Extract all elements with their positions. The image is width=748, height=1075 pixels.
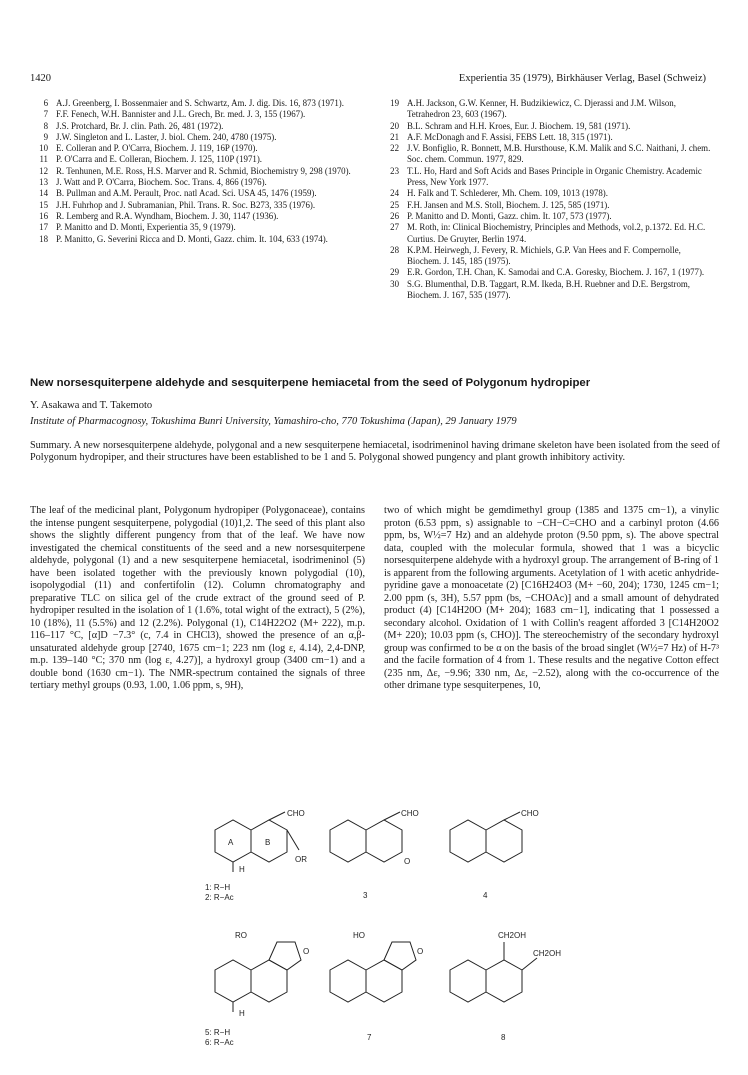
reference-number: 29: [390, 267, 399, 278]
structure-8: [450, 931, 561, 1042]
reference-text: S.G. Blumenthal, D.B. Taggart, R.M. Ikeda, B.H. Ruebner and D.E. Bergstrom, Biochem. J. 167, 535 (1977).: [407, 278, 691, 301]
reference-item: [30, 166, 364, 177]
reference-text: P. O'Carra and E. Colleran, Biochem. J. 125, 110P (1971).: [56, 154, 263, 165]
reference-text: J.W. Singleton and L. Laster, J. biol. Chem. 240, 4780 (1975).: [56, 131, 277, 142]
reference-number: 23: [390, 165, 399, 176]
article-title: New norsesquiterpene aldehyde and sesquiterpene hemiacetal from the seed of Polygonum hydropiper: [30, 377, 591, 389]
chemical-structures-figure: [195, 810, 575, 1060]
reference-text: B.L. Schram and H.H. Kroes, Eur. J. Biochem. 19, 581 (1971).: [407, 120, 631, 131]
reference-number: 14: [39, 188, 48, 199]
body-text-right-column: two of which might be gemdimethyl group (1385 and 1375 cm−1), a vinylic proton (6.53 ppm, s) assignable to −CH−C=CHO and a carbinyl proton (4.66 ppm, bs, W½=7 Hz) and an aldehyde proton (9.50 ppm, s). The above spectral data, coupled with the molecular formula, showed that 1 was a bicyclic norsesquiterpene aldehyde with a hydroxyl group. The arrangement of B-ring of 1 is apparent from the following arguments. Acetylation of 1 with acetic anhydride-pyridine gave a monoacetate (2) [C16H24O3 (M+ −60, 204); 1730, 1245 cm−1; 2.00 ppm (s, 3H), 5.57 ppm (bs, −CHOAc)] and a small amount of dehydrated product (4) [C14H20O (M+ 204); 1683 cm−1], indicating that 1 possessed a secondary alcohol. Oxidation of 1 with Collin's reagent afforded 3 [C14H20O2 (M+ 220); 10.03 ppm (s, CHO)]. The stereochemistry of the secondary hydroxyl group was confirmed to be α on the basis of the broad singlet (W½=7 Hz) of H-7³ and the facile formation of 4 from 1. These results and the negative Cotton effect (235 nm, Δε, −9.96; 330 nm, Δε, −2.52), along with the co-occurrence of the other drimane type sesquiterpenes, 10,: [384, 505, 719, 691]
reference-number: 17: [39, 222, 48, 233]
h-label: H: [239, 1009, 245, 1018]
article-authors: Y. Asakawa and T. Takemoto: [30, 400, 153, 411]
references-left-column: [30, 98, 364, 245]
reference-text: J.H. Fuhrhop and J. Subramanian, Phil. Trans. R. Soc. B273, 335 (1976).: [56, 199, 316, 210]
journal-header: Experientia 35 (1979), Birkhäuser Verlag, Basel (Schweiz): [458, 73, 706, 84]
reference-item: [381, 98, 715, 121]
reference-text: R. Lemberg and R.A. Wyndham, Biochem. J. 30, 1147 (1936).: [56, 210, 279, 221]
caption-1: 1: R−H: [205, 883, 231, 892]
reference-item: [30, 98, 364, 109]
reference-item: [30, 211, 364, 222]
h-label: H: [239, 865, 245, 874]
reference-number: 16: [39, 210, 48, 221]
reference-number: 22: [390, 143, 399, 154]
reference-item: [30, 154, 364, 165]
reference-item: [30, 200, 364, 211]
caption-7: 7: [367, 1033, 372, 1042]
reference-item: [381, 267, 715, 278]
reference-number: 13: [39, 177, 48, 188]
caption-8: 8: [501, 1033, 506, 1042]
reference-number: 21: [390, 131, 399, 142]
reference-text: K.P.M. Heirwegh, J. Fevery, R. Michiels, G.P. Van Hees and F. Compernolle, Biochem. J. 145, 185 (1975).: [407, 244, 681, 267]
caption-4: 4: [483, 891, 488, 900]
reference-item: [30, 234, 364, 245]
reference-number: 18: [39, 233, 48, 244]
body-text-left-column: The leaf of the medicinal plant, Polygonum hydropiper (Polygonaceae), contains the intense pungent sesquiterpene, polygodial (10)1,2. The seed of this plant also shows the slightly different pungency from that of the leaf. We have now investigated the chemical constituents of the seed and a new norsesquiterpene aldehyde, polygonal (1) and a new sesquiterpene hemiacetal, isodrimeninol (5) have been isolated together with the previously known polygodial (10), isopolygodial (11) and confertifolin (12). Column chromatography and preparative TLC on silica gel of the crude extract of the ground seed of P. hydropiper resulted in the isolation of 1 (1.6%, total wight of the extract), 5 (2%), 10 (18%), 11 (5.5%) and 12 (2.2%). Polygonal (1), C14H22O2 (M+ 222), m.p. 116–117 °C, [α]D −7.3° (c, 7.4 in CHCl3), showed the presence of an α,β-unsaturated aldehyde group [2740, 1675 cm−1; 223 nm (log ε, 4.14), 2,4-DNP, m.p. 139–140 °C; 370 nm (log ε, 4.27)], a hydroxyl group (3400 cm−1) and a double bond (1630 cm−1). The NMR-spectrum contained the signals of three tertiary methyl groups (0.93, 1.00, 1.06 ppm, s, 9H),: [30, 505, 365, 691]
reference-item: [381, 132, 715, 143]
reference-text: J.V. Bonfiglio, R. Bonnett, M.B. Hursthouse, K.M. Malik and S.C. Naithani, J. chem. Soc. chem. Commun. 1977, 829.: [407, 143, 711, 165]
reference-item: [30, 188, 364, 199]
reference-text: A.J. Greenberg, I. Bossenmaier and S. Schwartz, Am. J. dig. Dis. 16, 873 (1971).: [56, 98, 344, 108]
page-number: 1420: [30, 73, 51, 84]
structures-svg: [195, 810, 575, 1060]
reference-number: 19: [390, 98, 399, 108]
reference-number: 7: [43, 109, 48, 120]
reference-number: 11: [39, 154, 48, 165]
ro-label: RO: [235, 931, 247, 940]
reference-text: P. Manitto, G. Severini Ricca and D. Monti, Gazz. chim. It. 104, 633 (1974).: [56, 233, 328, 244]
reference-text: H. Falk and T. Schlederer, Mh. Chem. 109, 1013 (1978).: [407, 188, 608, 199]
caption-5: 5: R−H: [205, 1028, 231, 1037]
references-right-column: [381, 98, 715, 301]
ring-a-label: A: [228, 838, 234, 847]
o-label: O: [417, 947, 424, 956]
reference-number: 15: [39, 199, 48, 210]
ring-b-label: B: [265, 838, 271, 847]
reference-text: R. Tenhunen, M.E. Ross, H.S. Marver and R. Schmid, Biochemistry 9, 298 (1970).: [56, 165, 351, 176]
reference-text: A.H. Jackson, G.W. Kenner, H. Budzikiewicz, C. Djerassi and J.M. Wilson, Tetrahedron 23, 603 (1967).: [407, 98, 676, 120]
reference-text: E. Colleran and P. O'Carra, Biochem. J. 119, 16P (1970).: [56, 143, 258, 154]
reference-number: 24: [390, 188, 399, 199]
reference-number: 12: [39, 165, 48, 176]
ho-label: HO: [353, 931, 365, 940]
reference-item: [381, 121, 715, 132]
o-label: O: [404, 857, 411, 866]
structure-7: [330, 931, 423, 1042]
reference-number: 8: [43, 120, 48, 131]
structure-3: [330, 810, 419, 900]
ch2oh-label: CH2OH: [498, 931, 527, 940]
reference-number: 30: [390, 278, 399, 289]
reference-item: [30, 177, 364, 188]
reference-text: P. Manitto and D. Monti, Experientia 35, 9 (1979).: [56, 222, 236, 233]
reference-item: [30, 132, 364, 143]
o-label: O: [303, 947, 310, 956]
article-summary: Summary. A new norsesquiterpene aldehyde, polygonal and a new sesquiterpene hemiacetal, isodrimeninol having drimane skeleton have been isolated from the seed of Polygonum hydropiper, and their structures have been established to be 1 and 5. Polygonal showed pungency and plant growth inhibitory activity.: [30, 440, 720, 464]
reference-text: M. Roth, in: Clinical Biochemistry, Principles and Methods, vol.2, p.1372. Ed. H.C. Curtius. De Gruyter, Berlin 1974.: [407, 222, 706, 244]
reference-number: 20: [390, 120, 399, 131]
reference-text: J.S. Protchard, Br. J. clin. Path. 26, 481 (1972).: [56, 120, 224, 131]
reference-number: 6: [43, 98, 48, 108]
reference-item: [381, 245, 715, 268]
reference-item: [30, 222, 364, 233]
reference-item: [381, 166, 715, 189]
article-affiliation: Institute of Pharmacognosy, Tokushima Bunri University, Yamashiro-cho, 770 Tokushima (Japan), 29 January 1979: [30, 416, 517, 427]
structure-1-2: [205, 810, 307, 902]
reference-number: 26: [390, 210, 399, 221]
reference-item: [381, 211, 715, 222]
reference-item: [381, 222, 715, 245]
ch2oh-label: CH2OH: [533, 949, 562, 958]
reference-text: J. Watt and P. O'Carra, Biochem. Soc. Trans. 4, 866 (1976).: [56, 177, 267, 188]
reference-item: [30, 121, 364, 132]
reference-item: [381, 279, 715, 302]
caption-6: 6: R−Ac: [205, 1038, 234, 1047]
reference-text: F.F. Fenech, W.H. Bannister and J.L. Grech, Br. med. J. 3, 155 (1967).: [56, 109, 306, 120]
reference-item: [30, 143, 364, 154]
reference-text: E.R. Gordon, T.H. Chan, K. Samodai and C.A. Goresky, Biochem. J. 167, 1 (1977).: [407, 267, 705, 278]
reference-number: 10: [39, 143, 48, 154]
cho-label: CHO: [521, 810, 539, 818]
caption-3: 3: [363, 891, 368, 900]
reference-number: 28: [390, 244, 399, 255]
or-label: OR: [295, 855, 307, 864]
reference-item: [381, 188, 715, 199]
reference-item: [30, 109, 364, 120]
structure-5-6: [205, 931, 309, 1047]
reference-item: [381, 200, 715, 211]
cho-label: CHO: [287, 810, 305, 818]
reference-text: P. Manitto and D. Monti, Gazz. chim. It. 107, 573 (1977).: [407, 210, 612, 221]
cho-label: CHO: [401, 810, 419, 818]
reference-item: [381, 143, 715, 166]
reference-number: 25: [390, 199, 399, 210]
reference-text: T.L. Ho, Hard and Soft Acids and Bases Principle in Organic Chemistry. Academic Press, New York 1977.: [407, 165, 702, 188]
reference-text: B. Pullman and A.M. Perault, Proc. natl Acad. Sci. USA 45, 1476 (1959).: [56, 188, 317, 199]
caption-2: 2: R−Ac: [205, 893, 234, 902]
reference-text: F.H. Jansen and M.S. Stoll, Biochem. J. 125, 585 (1971).: [407, 199, 610, 210]
reference-number: 9: [43, 131, 48, 142]
reference-number: 27: [390, 222, 399, 233]
reference-text: A.F. McDonagh and F. Assisi, FEBS Lett. 18, 315 (1971).: [407, 131, 613, 142]
structure-4: [450, 810, 539, 900]
